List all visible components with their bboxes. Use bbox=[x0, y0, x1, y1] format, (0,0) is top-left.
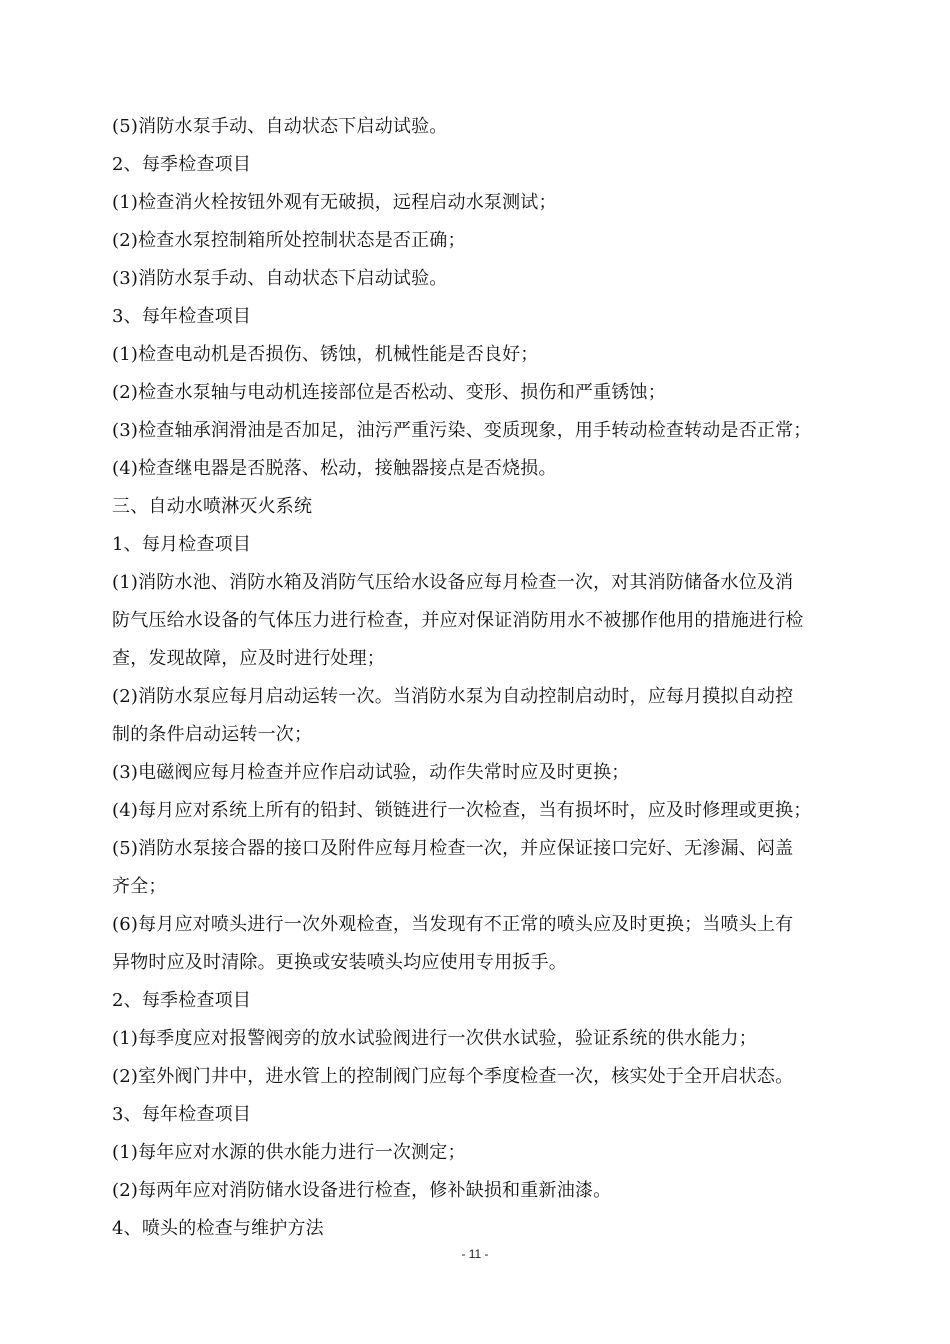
text-line: (1)每年应对水源的供水能力进行一次测定； bbox=[112, 1142, 466, 1163]
page-number: - 11 - bbox=[461, 1247, 489, 1261]
text-line: 齐全； bbox=[112, 876, 167, 897]
text-line: 制的条件启动运转一次； bbox=[112, 724, 313, 745]
text-line: (3)电磁阀应每月检查并应作启动试验，动作失常时应及时更换； bbox=[112, 762, 630, 783]
text-line: 1、每月检查项目 bbox=[112, 534, 252, 555]
text-line: 防气压给水设备的气体压力进行检查，并应对保证消防用水不被挪作他用的措施进行检 bbox=[112, 610, 804, 631]
text-line: (4)每月应对系统上所有的铅封、锁链进行一次检查，当有损坏时，应及时修理或更换； bbox=[112, 800, 812, 821]
text-line: (1)每季度应对报警阀旁的放水试验阀进行一次供水试验，验证系统的供水能力； bbox=[112, 1028, 757, 1049]
text-line: (2)检查水泵轴与电动机连接部位是否松动、变形、损伤和严重锈蚀； bbox=[112, 382, 666, 403]
text-line: (6)每月应对喷头进行一次外观检查，当发现有不正常的喷头应及时更换；当喷头上有 bbox=[112, 914, 794, 935]
document-body bbox=[112, 108, 844, 1248]
text-line: 4、喷头的检查与维护方法 bbox=[112, 1218, 324, 1239]
text-line: (2)消防水泵应每月启动运转一次。当消防水泵为自动控制启动时，应每月摸拟自动控 bbox=[112, 686, 794, 707]
text-line: (1)检查消火栓按钮外观有无破损，远程启动水泵测试； bbox=[112, 192, 557, 213]
text-line: 3、每年检查项目 bbox=[112, 306, 252, 327]
text-line: 3、每年检查项目 bbox=[112, 1104, 252, 1125]
text-line: (5)消防水泵接合器的接口及附件应每月检查一次，并应保证接口完好、无渗漏、闷盖 bbox=[112, 838, 794, 859]
text-line: (1)检查电动机是否损伤、锈蚀，机械性能是否良好； bbox=[112, 344, 539, 365]
text-line: (1)消防水池、消防水箱及消防气压给水设备应每月检查一次，对其消防储备水位及消 bbox=[112, 572, 794, 593]
text-line: 三、自动水喷淋灭火系统 bbox=[112, 496, 313, 517]
text-line: 异物时应及时清除。更换或安装喷头均应使用专用扳手。 bbox=[112, 952, 567, 973]
text-line: (3)检查轴承润滑油是否加足，油污严重污染、变质现象，用手转动检查转动是否正常； bbox=[112, 420, 812, 441]
text-line: (3)消防水泵手动、自动状态下启动试验。 bbox=[112, 268, 448, 289]
text-line: (4)检查继电器是否脱落、松动，接触器接点是否烧损。 bbox=[112, 458, 557, 479]
text-line: 2、每季检查项目 bbox=[112, 990, 252, 1011]
text-line: 查，发现故障，应及时进行处理； bbox=[112, 648, 385, 669]
text-line: 2、每季检查项目 bbox=[112, 154, 252, 175]
text-line: (2)检查水泵控制箱所处控制状态是否正确； bbox=[112, 230, 466, 251]
text-line: (2)每两年应对消防储水设备进行检查，修补缺损和重新油漆。 bbox=[112, 1180, 612, 1201]
text-line: (5)消防水泵手动、自动状态下启动试验。 bbox=[112, 116, 448, 137]
text-line: (2)室外阀门井中，进水管上的控制阀门应每个季度检查一次，核实处于全开启状态。 bbox=[112, 1066, 794, 1087]
